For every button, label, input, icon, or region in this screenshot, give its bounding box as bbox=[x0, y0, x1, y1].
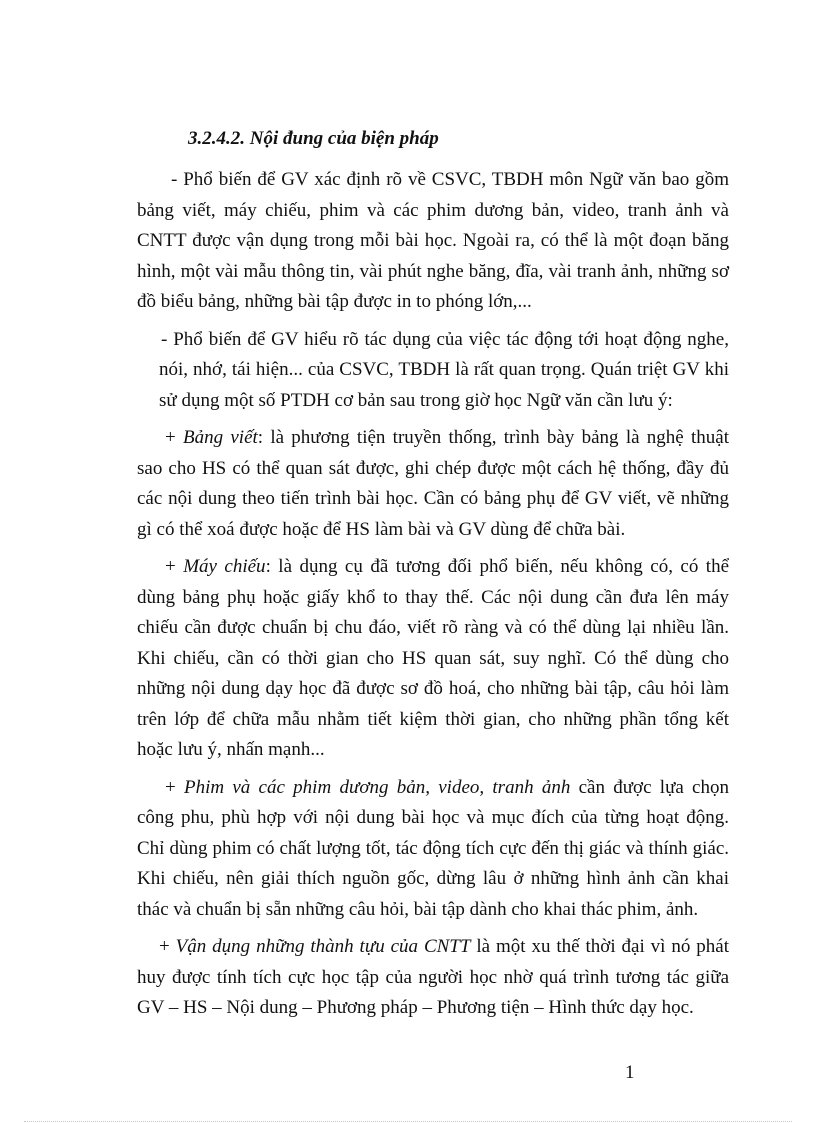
text-line bbox=[137, 552, 729, 583]
text-line: - Phổ biến để GV hiểu rõ tác dụng của việc tác động tới hoạt động nghe, bbox=[161, 328, 729, 350]
paragraph-cntt bbox=[137, 932, 729, 1024]
text-run: : là dụng cụ đã tương đối phổ biến, nếu không có, có thể bbox=[265, 556, 730, 577]
text-run: : là phương tiện truyền thống, trình bày bảng là nghệ thuật bbox=[257, 427, 729, 448]
text-line: thác và chuẩn bị sẵn những câu hỏi, bài tập dành cho khai thác phim, ảnh. bbox=[137, 898, 699, 920]
text-line: - Phổ biến để GV xác định rõ về CSVC, TBDH môn Ngữ văn bao gồm bbox=[171, 169, 729, 190]
text-line: sao cho HS có thể quan sát được, ghi chép được một cách hệ thống, đầy đủ bbox=[137, 457, 729, 479]
text-line: hình, một vài mẫu thông tin, vài phút nghe băng, đĩa, vài tranh ảnh, những sơ bbox=[137, 260, 729, 282]
text-line: công phu, phù hợp với nội dung bài học và mục đích của từng hoạt động. bbox=[137, 807, 729, 828]
text-line: gì có thể xoá được hoặc để HS làm bài và GV dùng để chữa bài. bbox=[137, 518, 626, 540]
term-bang-viet: Bảng viết bbox=[182, 427, 258, 448]
text-run: cần được lựa chọn bbox=[570, 776, 729, 798]
term-phim: Phim và các phim dương bản, video, tranh ảnh bbox=[183, 776, 571, 798]
text-line: Chỉ dùng phim có chất lượng tốt, tác động tích cực đến thị giác và thính giác. bbox=[137, 837, 729, 859]
text-line: đồ biểu bảng, những bài tập được in to phóng lớn,... bbox=[137, 291, 532, 312]
bullet-lead: + bbox=[165, 427, 183, 448]
text-line: GV – HS – Nội dung – Phương pháp – Phương tiện – Hình thức dạy học. bbox=[137, 997, 694, 1018]
section-heading: 3.2.4.2. Nội đung của biện pháp bbox=[188, 128, 439, 149]
term-may-chieu: Máy chiếu bbox=[183, 556, 266, 577]
text-line: Khi chiếu, nên giải thích nguồn gốc, dừng lâu ở những hình ảnh cần khai bbox=[137, 868, 729, 889]
text-line bbox=[137, 773, 729, 804]
text-line bbox=[137, 932, 729, 963]
bullet-lead: + bbox=[159, 936, 176, 957]
term-cntt: Vận dụng những thành tựu của CNTT bbox=[175, 936, 471, 957]
paragraph-csvc-overview bbox=[137, 165, 729, 318]
text-line: sử dụng một số PTDH cơ bản sau trong giờ học Ngữ văn cần lưu ý: bbox=[159, 389, 673, 411]
text-line: hoặc lưu ý, nhấn mạnh... bbox=[137, 739, 325, 760]
paragraph-may-chieu bbox=[137, 552, 729, 766]
text-line: chiếu cần được chuẩn bị chu đáo, viết rõ ràng và có thể dùng lại nhiều lần. bbox=[137, 617, 729, 638]
paragraph-bang-viet bbox=[137, 423, 729, 545]
document-body bbox=[137, 165, 729, 1024]
text-line: các nội dung theo tiến trình bài học. Cần có bảng phụ để GV viết, vẽ những bbox=[137, 488, 729, 509]
text-line: huy được tính tích cực học tập của người học nhờ quá trình tương tác giữa bbox=[137, 966, 729, 988]
paragraph-phim bbox=[137, 773, 729, 926]
paragraph-tbdh-effects bbox=[137, 325, 729, 417]
page-number: 1 bbox=[625, 1062, 635, 1083]
text-line: dùng bảng phụ hoặc giấy khổ to thay thế. Các nội dung cần đưa lên máy bbox=[137, 586, 729, 608]
text-line bbox=[137, 423, 729, 454]
text-line: nói, nhớ, tái hiện... của CSVC, TBDH là rất quan trọng. Quán triệt GV khi bbox=[159, 359, 729, 380]
bullet-lead: + bbox=[165, 556, 184, 577]
text-line: CNTT được vận dụng trong mỗi bài học. Ngoài ra, có thể là một đoạn băng bbox=[137, 230, 729, 251]
text-line: bảng viết, máy chiếu, phim và các phim dương bản, video, tranh ảnh và bbox=[137, 199, 729, 221]
text-run: là một xu thế thời đại vì nó phát bbox=[470, 936, 729, 957]
bullet-lead: + bbox=[165, 776, 184, 798]
page-bottom-divider bbox=[24, 1121, 792, 1122]
text-line: những nội dung dạy học đã được sơ đồ hoá, cho những bài tập, câu hỏi làm bbox=[137, 678, 729, 699]
text-line: Khi chiếu, cần có thời gian cho HS quan sát, suy nghĩ. Có thể dùng cho bbox=[137, 647, 729, 669]
text-line: trên lớp để chữa mẫu nhằm tiết kiệm thời gian, cho những phần tổng kết bbox=[137, 708, 729, 730]
